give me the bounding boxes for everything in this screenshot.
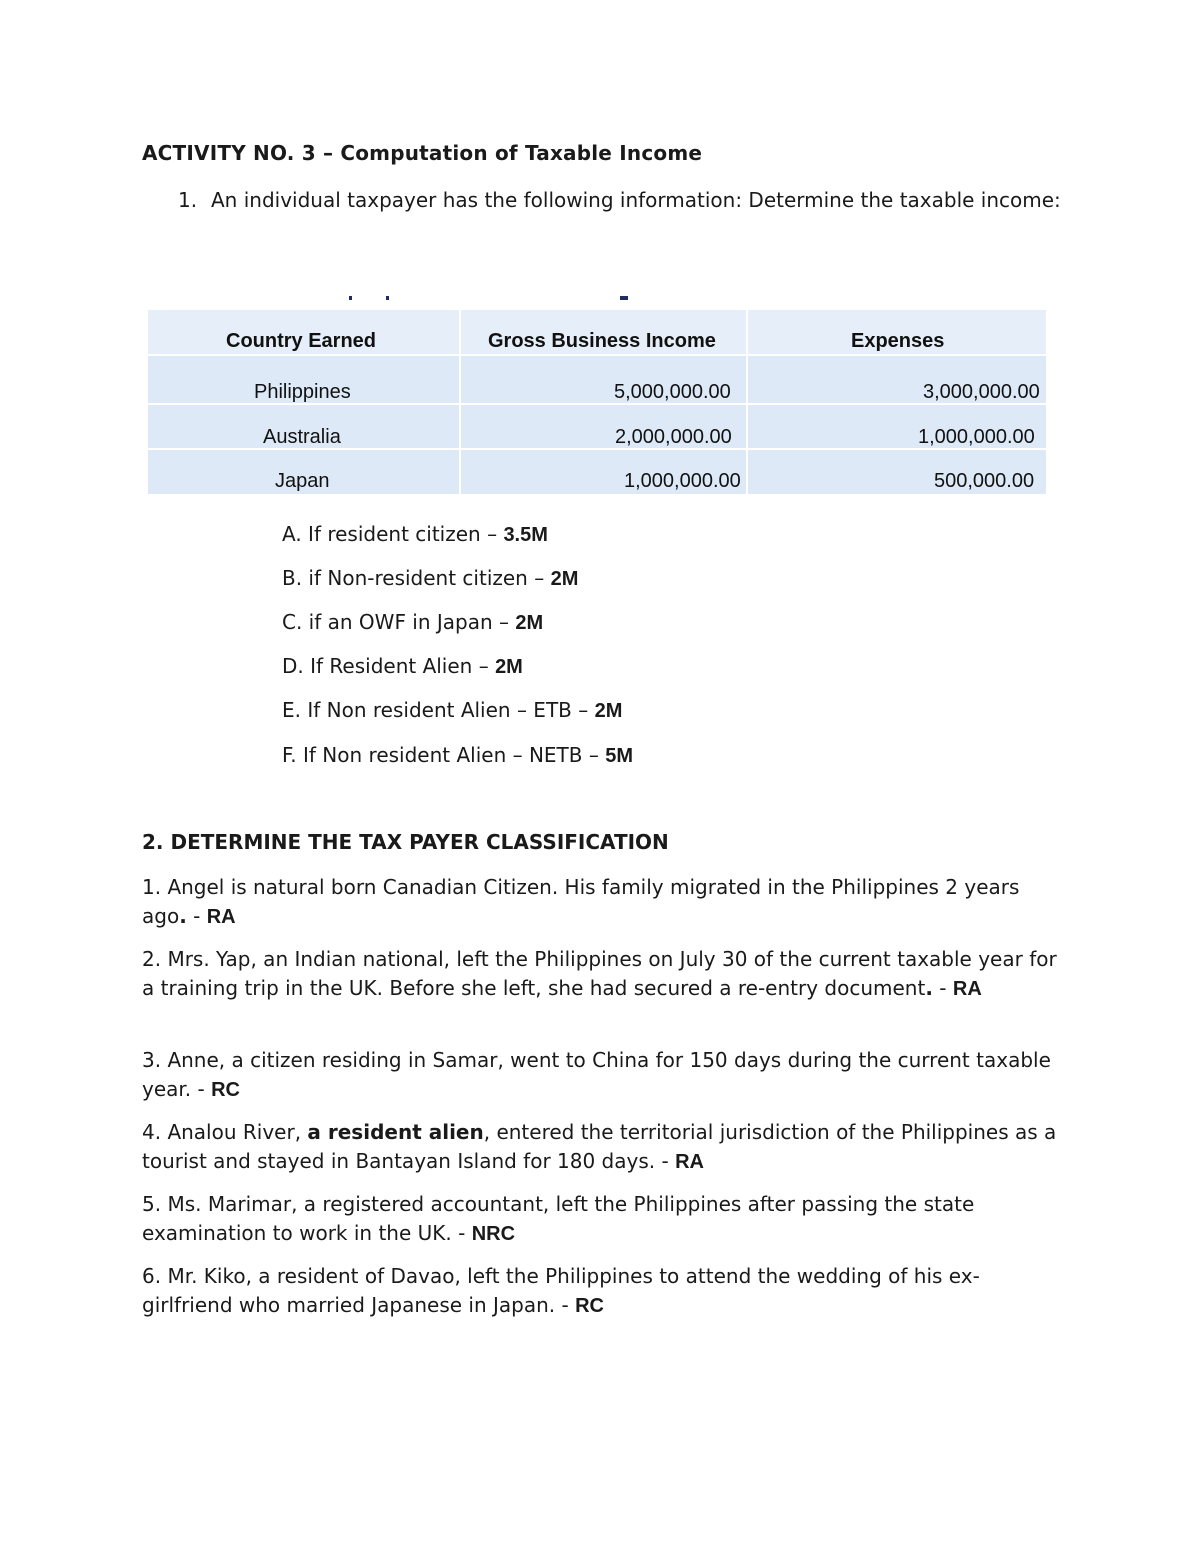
column-divider xyxy=(746,310,748,494)
classification-item xyxy=(142,1262,1062,1320)
cell-expenses: 3,000,000.00 xyxy=(923,381,1040,403)
answer-b-label: B. if Non-resident citizen – xyxy=(282,566,551,590)
item-text: 3. Anne, a citizen residing in Samar, went to China for 150 days during the current taxable year. xyxy=(142,1048,1051,1101)
answer-c xyxy=(282,610,543,635)
classification-item xyxy=(142,945,1062,1003)
cropped-text-fragment xyxy=(386,296,389,300)
item-text: 4. Analou River, xyxy=(142,1120,308,1144)
item-answer: RC xyxy=(211,1078,240,1101)
item-answer: RA xyxy=(952,977,982,1000)
answer-f-label: F. If Non resident Alien – NETB – xyxy=(282,743,606,767)
item-text: 1. Angel is natural born Canadian Citizen. His family migrated in the Philippines 2 years ago xyxy=(142,875,1020,928)
item-text-continued: , entered the territorial jurisdiction of the Philippines as a tourist and stayed in Bantayan Island for 180 days. xyxy=(142,1120,1057,1173)
item-emphasis: a resident alien xyxy=(307,1120,484,1144)
answer-f-value: 5M xyxy=(605,745,634,767)
cell-gross: 1,000,000.00 xyxy=(624,470,741,492)
item-separator: - xyxy=(186,903,207,928)
item-separator: - xyxy=(932,975,953,1000)
answer-d-value: 2M xyxy=(495,656,523,678)
cell-expenses: 1,000,000.00 xyxy=(918,426,1035,448)
item-separator: - xyxy=(451,1220,472,1245)
header-gross-income: Gross Business Income xyxy=(488,330,716,352)
item-answer: RA xyxy=(206,905,236,928)
question-1-text: An individual taxpayer has the following information: Determine the taxable income: xyxy=(211,188,1061,212)
cell-country: Japan xyxy=(275,470,330,492)
item-text: 6. Mr. Kiko, a resident of Davao, left the Philippines to attend the wedding of his ex-girlfriend who married Japanese in Japan. xyxy=(142,1264,980,1317)
answer-d xyxy=(282,654,523,679)
cell-expenses: 500,000.00 xyxy=(934,470,1035,492)
question-1-number: 1. xyxy=(178,188,198,212)
activity-title: ACTIVITY NO. 3 – Computation of Taxable Income xyxy=(142,141,703,165)
section-2-heading: 2. DETERMINE THE TAX PAYER CLASSIFICATION xyxy=(142,830,669,854)
item-text: 5. Ms. Marimar, a registered accountant, left the Philippines after passing the state examination to work in the UK. xyxy=(142,1192,975,1245)
item-separator: - xyxy=(555,1292,576,1317)
item-text: 2. Mrs. Yap, an Indian national, left the Philippines on July 30 of the current taxable year for a training trip in the UK. Before she left, she had secured a re-entry document xyxy=(142,947,1057,1000)
cropped-text-fragment xyxy=(620,296,628,300)
item-separator: - xyxy=(655,1148,676,1173)
classification-item xyxy=(142,873,1062,931)
item-separator: - xyxy=(191,1076,212,1101)
cell-country: Philippines xyxy=(254,381,351,403)
answer-b xyxy=(282,566,578,591)
answer-d-label: D. If Resident Alien – xyxy=(282,654,496,678)
answer-a xyxy=(282,522,548,547)
answer-e-label: E. If Non resident Alien – ETB – xyxy=(282,698,595,722)
header-expenses: Expenses xyxy=(851,330,945,352)
answer-c-label: C. if an OWF in Japan – xyxy=(282,610,516,634)
item-answer: RC xyxy=(575,1294,604,1317)
cell-gross: 2,000,000.00 xyxy=(615,426,732,448)
classification-item xyxy=(142,1046,1062,1104)
answer-b-value: 2M xyxy=(550,568,579,590)
item-dot: . xyxy=(925,975,933,1000)
classification-item xyxy=(142,1118,1062,1176)
item-answer: NRC xyxy=(471,1222,516,1245)
classification-item xyxy=(142,1190,1062,1248)
income-table xyxy=(148,310,1046,494)
cell-country: Australia xyxy=(263,426,341,448)
cropped-text-fragment xyxy=(349,296,352,300)
cell-gross: 5,000,000.00 xyxy=(614,381,731,403)
answer-c-value: 2M xyxy=(515,612,544,634)
header-country: Country Earned xyxy=(226,330,377,352)
item-dot: . xyxy=(179,903,187,928)
column-divider xyxy=(459,310,461,494)
answer-e-value: 2M xyxy=(594,700,623,722)
answer-e xyxy=(282,698,622,723)
answer-a-label: A. If resident citizen – xyxy=(282,522,504,546)
item-answer: RA xyxy=(675,1150,704,1173)
row-divider xyxy=(148,354,1046,356)
answer-a-value: 3.5M xyxy=(503,524,548,546)
answer-f xyxy=(282,743,633,768)
